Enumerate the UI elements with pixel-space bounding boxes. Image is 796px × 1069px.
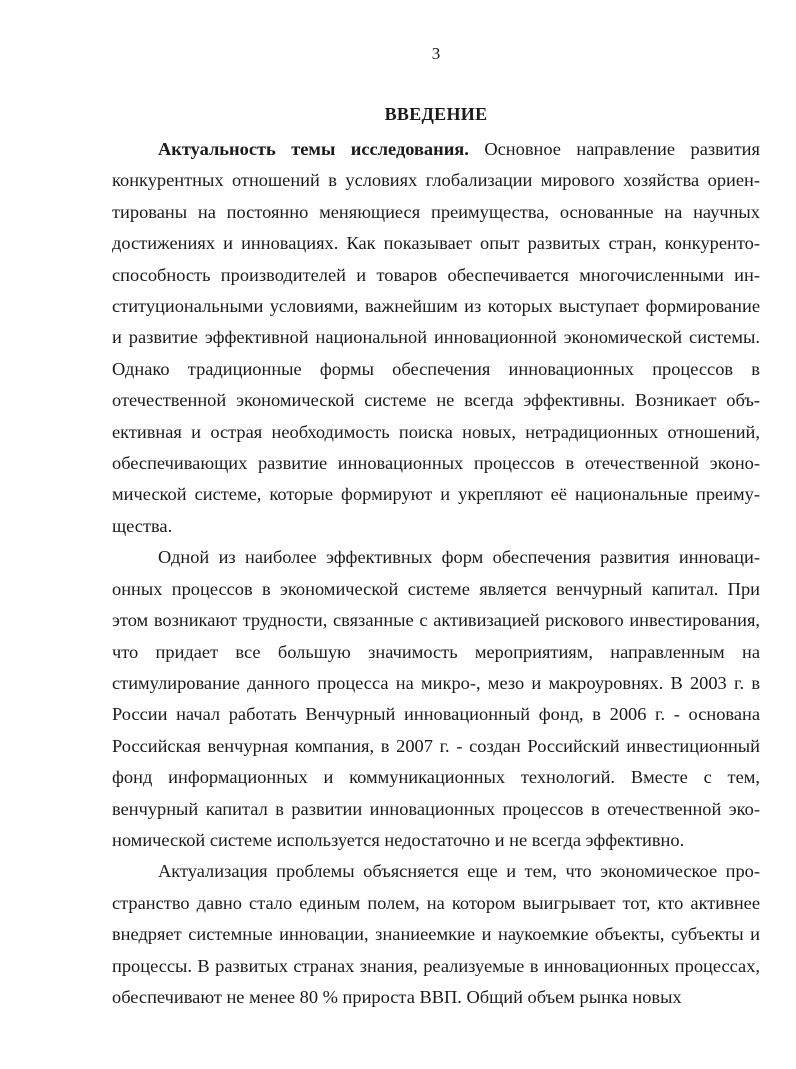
paragraph-relevance bbox=[112, 134, 760, 542]
paragraph-lead: Актуальность темы исследования. bbox=[158, 139, 469, 159]
paragraph-text: Основное направление развития конкурентных отношений в условиях глобализации мирового хозяйства ориентированы на постоянно меняющиеся преимущества, основанные на научных достижениях и инновациях. Как показывает опыт развитых стран, конкурентоспособность производителей и товаров обеспечивается многочисленными институциональными условиями, важнейшим из которых выступает формирование и развитие эффективной национальной инновационной экономической системы. Однако традиционные формы обеспечения инновационных процессов в отечественной экономической системе не всегда эффективны. Возникает объективная и острая необходимость поиска новых, нетрадиционных отношений, обеспечивающих развитие инновационных процессов в отечественной экономической системе, которые формируют и укрепляют её национальные преимущества. bbox=[112, 139, 760, 536]
paragraph-text: Одной из наиболее эффективных форм обеспечения развития инновационных процессов в экономической системе является венчурный капитал. При этом возникают трудности, связанные с активизацией рискового инвестирования, что придает все большую значимость мероприятиям, направленным на стимулирование данного процесса на микро-, мезо и макроуровнях. В 2003 г. в России начал работать Венчурный инновационный фонд, в 2006 г. - основана Российская венчурная компания, в 2007 г. - создан Российский инвестиционный фонд информационных и коммуникационных технологий. Вместе с тем, венчурный капитал в развитии инновационных процессов в отечественной экономической системе используется недостаточно и не всегда эффективно. bbox=[112, 547, 760, 850]
section-title: ВВЕДЕНИЕ bbox=[384, 104, 488, 124]
document-body bbox=[112, 134, 760, 1013]
page-number: 3 bbox=[431, 44, 441, 63]
paragraph-actualization bbox=[112, 856, 760, 1013]
paragraph-venture-capital bbox=[112, 542, 760, 856]
paragraph-text: Актуализация проблемы объясняется еще и тем, что экономическое пространство давно стало единым полем, на котором выигрывает тот, кто активнее внедряет системные инновации, знаниеемкие и наукоемкие объекты, субъекты и процессы. В развитых странах знания, реализуемые в инновационных процессах, обеспечивают не менее 80 % прироста ВВП. Общий объем рынка новых bbox=[112, 861, 760, 1007]
